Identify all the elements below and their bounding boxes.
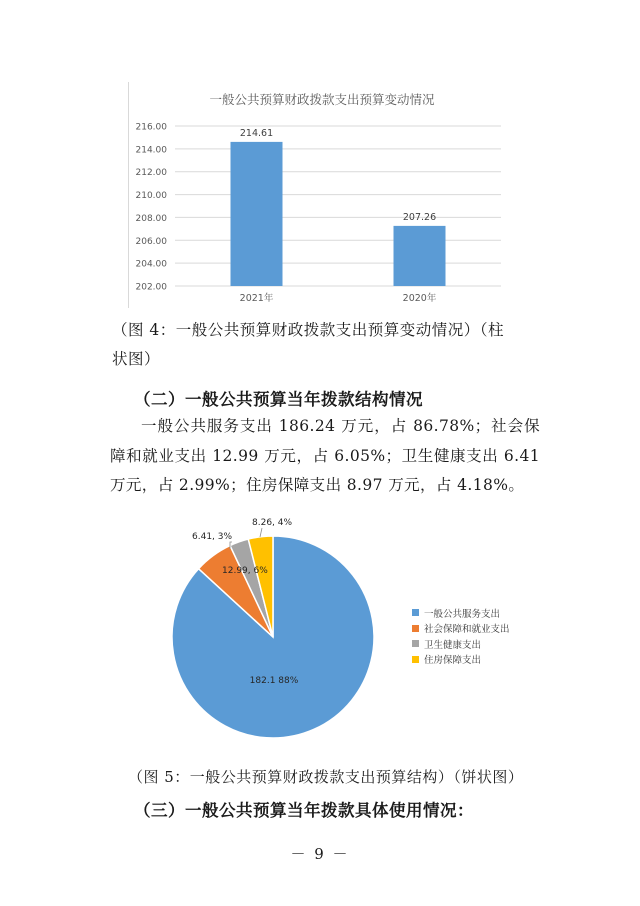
y-tick-label: 206.00 <box>135 236 167 247</box>
bar-value-label: 207.26 <box>402 211 437 223</box>
bar-chart <box>128 82 515 308</box>
legend-label: 卫生健康支出 <box>424 639 482 651</box>
y-tick-label: 208.00 <box>135 213 167 224</box>
legend-item <box>412 621 510 637</box>
x-tick-label: 2020年 <box>402 293 437 304</box>
legend-item <box>412 605 510 621</box>
section-2-heading: （二）一般公共预算当年拨款结构情况 <box>134 390 423 409</box>
legend-label: 社会保障和就业支出 <box>424 624 510 636</box>
page-number: － 9 － <box>290 845 350 863</box>
figure-4-caption-line-1: （图 4：一般公共预算财政拨款支出预算变动情况）（柱 <box>112 321 505 339</box>
y-tick-label: 216.00 <box>135 122 167 133</box>
figure-5-caption: （图 5：一般公共预算财政拨款支出预算结构）（饼状图） <box>128 768 524 786</box>
pie-data-label: 182.1 88% <box>249 676 299 686</box>
y-tick-label: 212.00 <box>135 168 167 179</box>
bar-value-label: 214.61 <box>239 127 274 139</box>
y-tick-label: 202.00 <box>135 282 167 293</box>
bar <box>394 226 446 286</box>
bar-chart-svg <box>129 82 515 308</box>
y-tick-label: 204.00 <box>135 259 167 270</box>
chart-title: 一般公共预算财政拨款支出预算变动情况 <box>209 92 435 107</box>
structure-paragraph <box>110 412 540 501</box>
legend-item <box>412 636 510 652</box>
pie-data-label: 6.41, 3% <box>192 532 233 542</box>
legend-swatch <box>412 625 419 632</box>
legend-label: 住房保障支出 <box>424 655 482 667</box>
pie-data-label: 8.26, 4% <box>252 518 293 528</box>
pie-legend <box>412 605 510 667</box>
structure-paragraph-text: 一般公共服务支出 186.24 万元，占 86.78%；社会保障和就业支出 12.99 万元，占 6.05%；卫生健康支出 6.41 万元，占 2.99%；住房保障支出 8.97 万元，占 4.18%。 <box>110 417 540 494</box>
legend-swatch <box>412 656 419 663</box>
bar <box>231 142 283 286</box>
y-tick-label: 210.00 <box>135 191 167 202</box>
pie-data-label: 12.99, 6% <box>222 566 268 576</box>
figure-4-caption-line-2: 状图） <box>112 350 161 368</box>
legend-swatch <box>412 640 419 647</box>
x-tick-label: 2021年 <box>239 293 274 304</box>
legend-swatch <box>412 609 419 616</box>
legend-item <box>412 652 510 668</box>
legend-label: 一般公共服务支出 <box>424 608 501 620</box>
leader-line <box>260 528 262 537</box>
y-tick-label: 214.00 <box>135 145 167 156</box>
pie-chart <box>150 515 550 750</box>
section-3-heading: （三）一般公共预算当年拨款具体使用情况： <box>134 801 474 820</box>
